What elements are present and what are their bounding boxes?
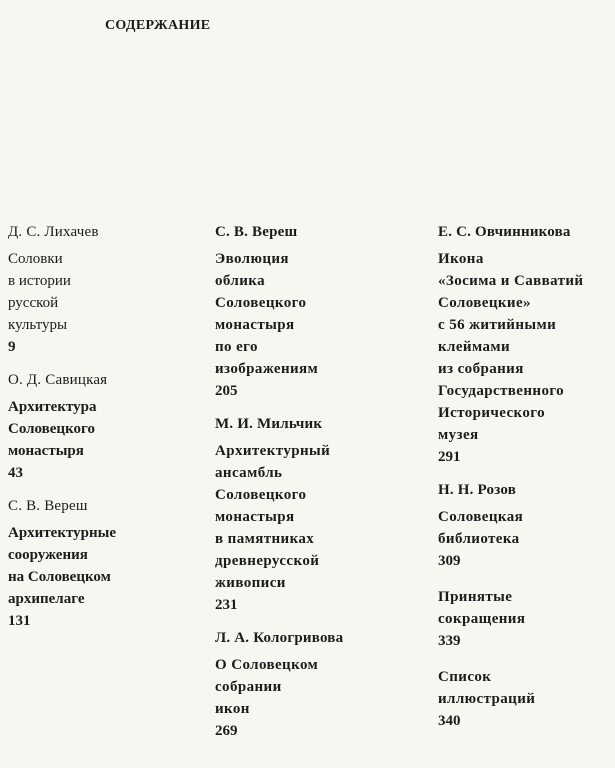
toc-entry[interactable] [438,666,613,732]
entry-author: С. В. Вереш [215,224,298,240]
toc-entry[interactable] [438,480,613,572]
entry-author: О. Д. Савицкая [8,372,108,388]
entry-title-line: Архитектура [8,399,97,415]
entry-page-number: 269 [215,723,238,739]
entry-author: С. В. Вереш [8,498,88,514]
entry-title-line: Соловецкого [215,487,307,503]
toc-entry[interactable] [438,586,613,652]
entry-title-line: древнерусской [215,553,320,569]
entry-page-number: 340 [438,713,461,729]
toc-entry[interactable] [438,222,613,468]
entry-title-line: в истории [8,273,71,289]
entry-title-line: Принятые [438,589,513,605]
entry-title-line: по его [215,339,258,355]
entry-title-line: Соловецкие» [438,295,531,311]
toc-entry[interactable] [8,222,198,358]
entry-author: Е. С. Овчинникова [438,224,571,240]
toc-entry[interactable] [215,222,415,402]
entry-title-line: из собрания [438,361,524,377]
toc-entry[interactable] [8,496,198,632]
entry-title-line: Соловецкого [8,421,95,437]
entry-title-line: ансамбль [215,465,283,481]
entry-title-line: монастыря [215,509,295,525]
entry-title-line: Список [438,669,492,685]
entry-title-line: Архитектурные [8,525,117,541]
toc-column-3 [438,222,613,732]
entry-page-number: 291 [438,449,461,465]
entry-title-line: живописи [215,575,286,591]
entry-title-line: на Соловецком [8,569,111,585]
entry-title-line: Эволюция [215,251,289,267]
entry-author: Л. А. Кологривова [215,630,344,646]
entry-title-line: сокращения [438,611,526,627]
toc-column-1 [8,222,198,632]
entry-title-line: сооружения [8,547,88,563]
entry-author: Н. Н. Розов [438,482,516,498]
entry-title-line: О Соловецком [215,657,319,673]
toc-entry[interactable] [215,414,415,616]
entry-title-line: с 56 житийными [438,317,557,333]
entry-title-line: музея [438,427,479,443]
entry-title-line: в памятниках [215,531,315,547]
toc-column-2 [215,222,415,742]
entry-title-line: Исторического [438,405,546,421]
entry-author: М. И. Мильчик [215,416,323,432]
entry-title-line: Государственного [438,383,565,399]
entry-title-line: Архитектурный [215,443,331,459]
entry-title-line: иллюстраций [438,691,536,707]
entry-title-line: библиотека [438,531,520,547]
entry-page-number: 131 [8,613,31,629]
entry-title-line: «Зосима и Савватий [438,273,584,289]
entry-title-line: Соловки [8,251,63,267]
entry-page-number: 205 [215,383,238,399]
entry-title-line: монастыря [8,443,84,459]
entry-title-line: Икона [438,251,484,267]
entry-page-number: 9 [8,339,16,355]
entry-page-number: 309 [438,553,461,569]
page-title: СОДЕРЖАНИЕ [105,18,211,33]
entry-title-line: русской [8,295,59,311]
entry-title-line: Соловецкого [215,295,307,311]
entry-page-number: 231 [215,597,238,613]
entry-title-line: икон [215,701,250,717]
entry-title-line: изображениям [215,361,319,377]
toc-entry[interactable] [8,370,198,484]
toc-entry[interactable] [215,628,415,742]
entry-title-line: архипелаге [8,591,85,607]
entry-author: Д. С. Лихачев [8,224,99,240]
entry-title-line: собрании [215,679,282,695]
entry-page-number: 43 [8,465,23,481]
entry-title-line: Соловецкая [438,509,524,525]
entry-title-line: культуры [8,317,68,333]
entry-title-line: монастыря [215,317,295,333]
entry-page-number: 339 [438,633,461,649]
entry-title-line: клеймами [438,339,511,355]
entry-title-line: облика [215,273,266,289]
